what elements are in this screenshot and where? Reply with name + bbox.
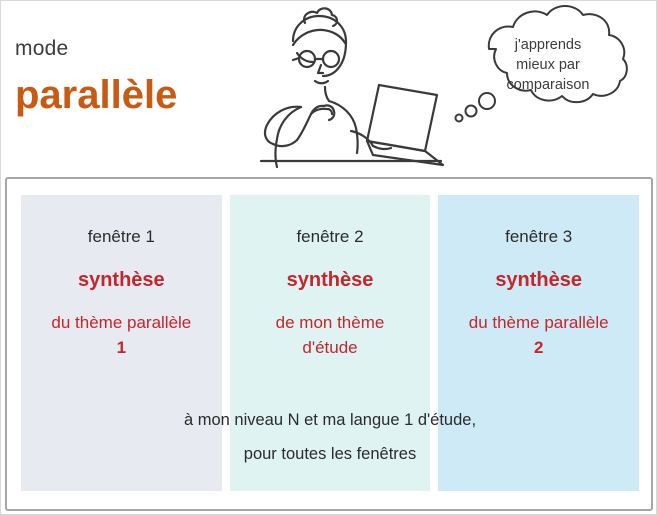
mode-label: mode — [15, 37, 69, 60]
bubble-line-1: j'apprends — [514, 37, 582, 53]
theme-line-2b: d'étude — [302, 338, 358, 357]
person-thinking-laptop-icon — [201, 1, 451, 173]
panel-footer-text — [21, 403, 639, 471]
diagram-header — [1, 1, 657, 173]
window-label-1: fenêtre 1 — [87, 227, 155, 246]
mode-title: parallèle — [15, 73, 178, 117]
theme-text-1 — [21, 310, 222, 360]
theme-line-1b: 1 — [116, 338, 127, 357]
theme-text-3 — [438, 310, 639, 360]
synthesis-label-2: synthèse — [286, 269, 374, 291]
windows-panel — [5, 177, 653, 511]
theme-line-3b: 2 — [533, 338, 544, 357]
theme-line-2a: de mon thème — [275, 313, 385, 332]
synthesis-label-3: synthèse — [495, 269, 583, 291]
theme-line-3a: du thème parallèle — [468, 313, 609, 332]
synthesis-label-1: synthèse — [77, 269, 165, 291]
bubble-line-2: mieux par — [516, 57, 580, 73]
bubble-line-3: comparaison — [506, 77, 590, 93]
footer-line-2: pour toutes les fenêtres — [243, 445, 417, 463]
thought-bubble-icon — [441, 5, 655, 129]
thought-bubble-text — [441, 35, 655, 95]
theme-text-2 — [230, 310, 431, 360]
theme-line-1a: du thème parallèle — [51, 313, 192, 332]
window-label-2: fenêtre 2 — [296, 227, 364, 246]
footer-line-1: à mon niveau N et ma langue 1 d'étude, — [183, 411, 477, 429]
window-label-3: fenêtre 3 — [505, 227, 573, 246]
